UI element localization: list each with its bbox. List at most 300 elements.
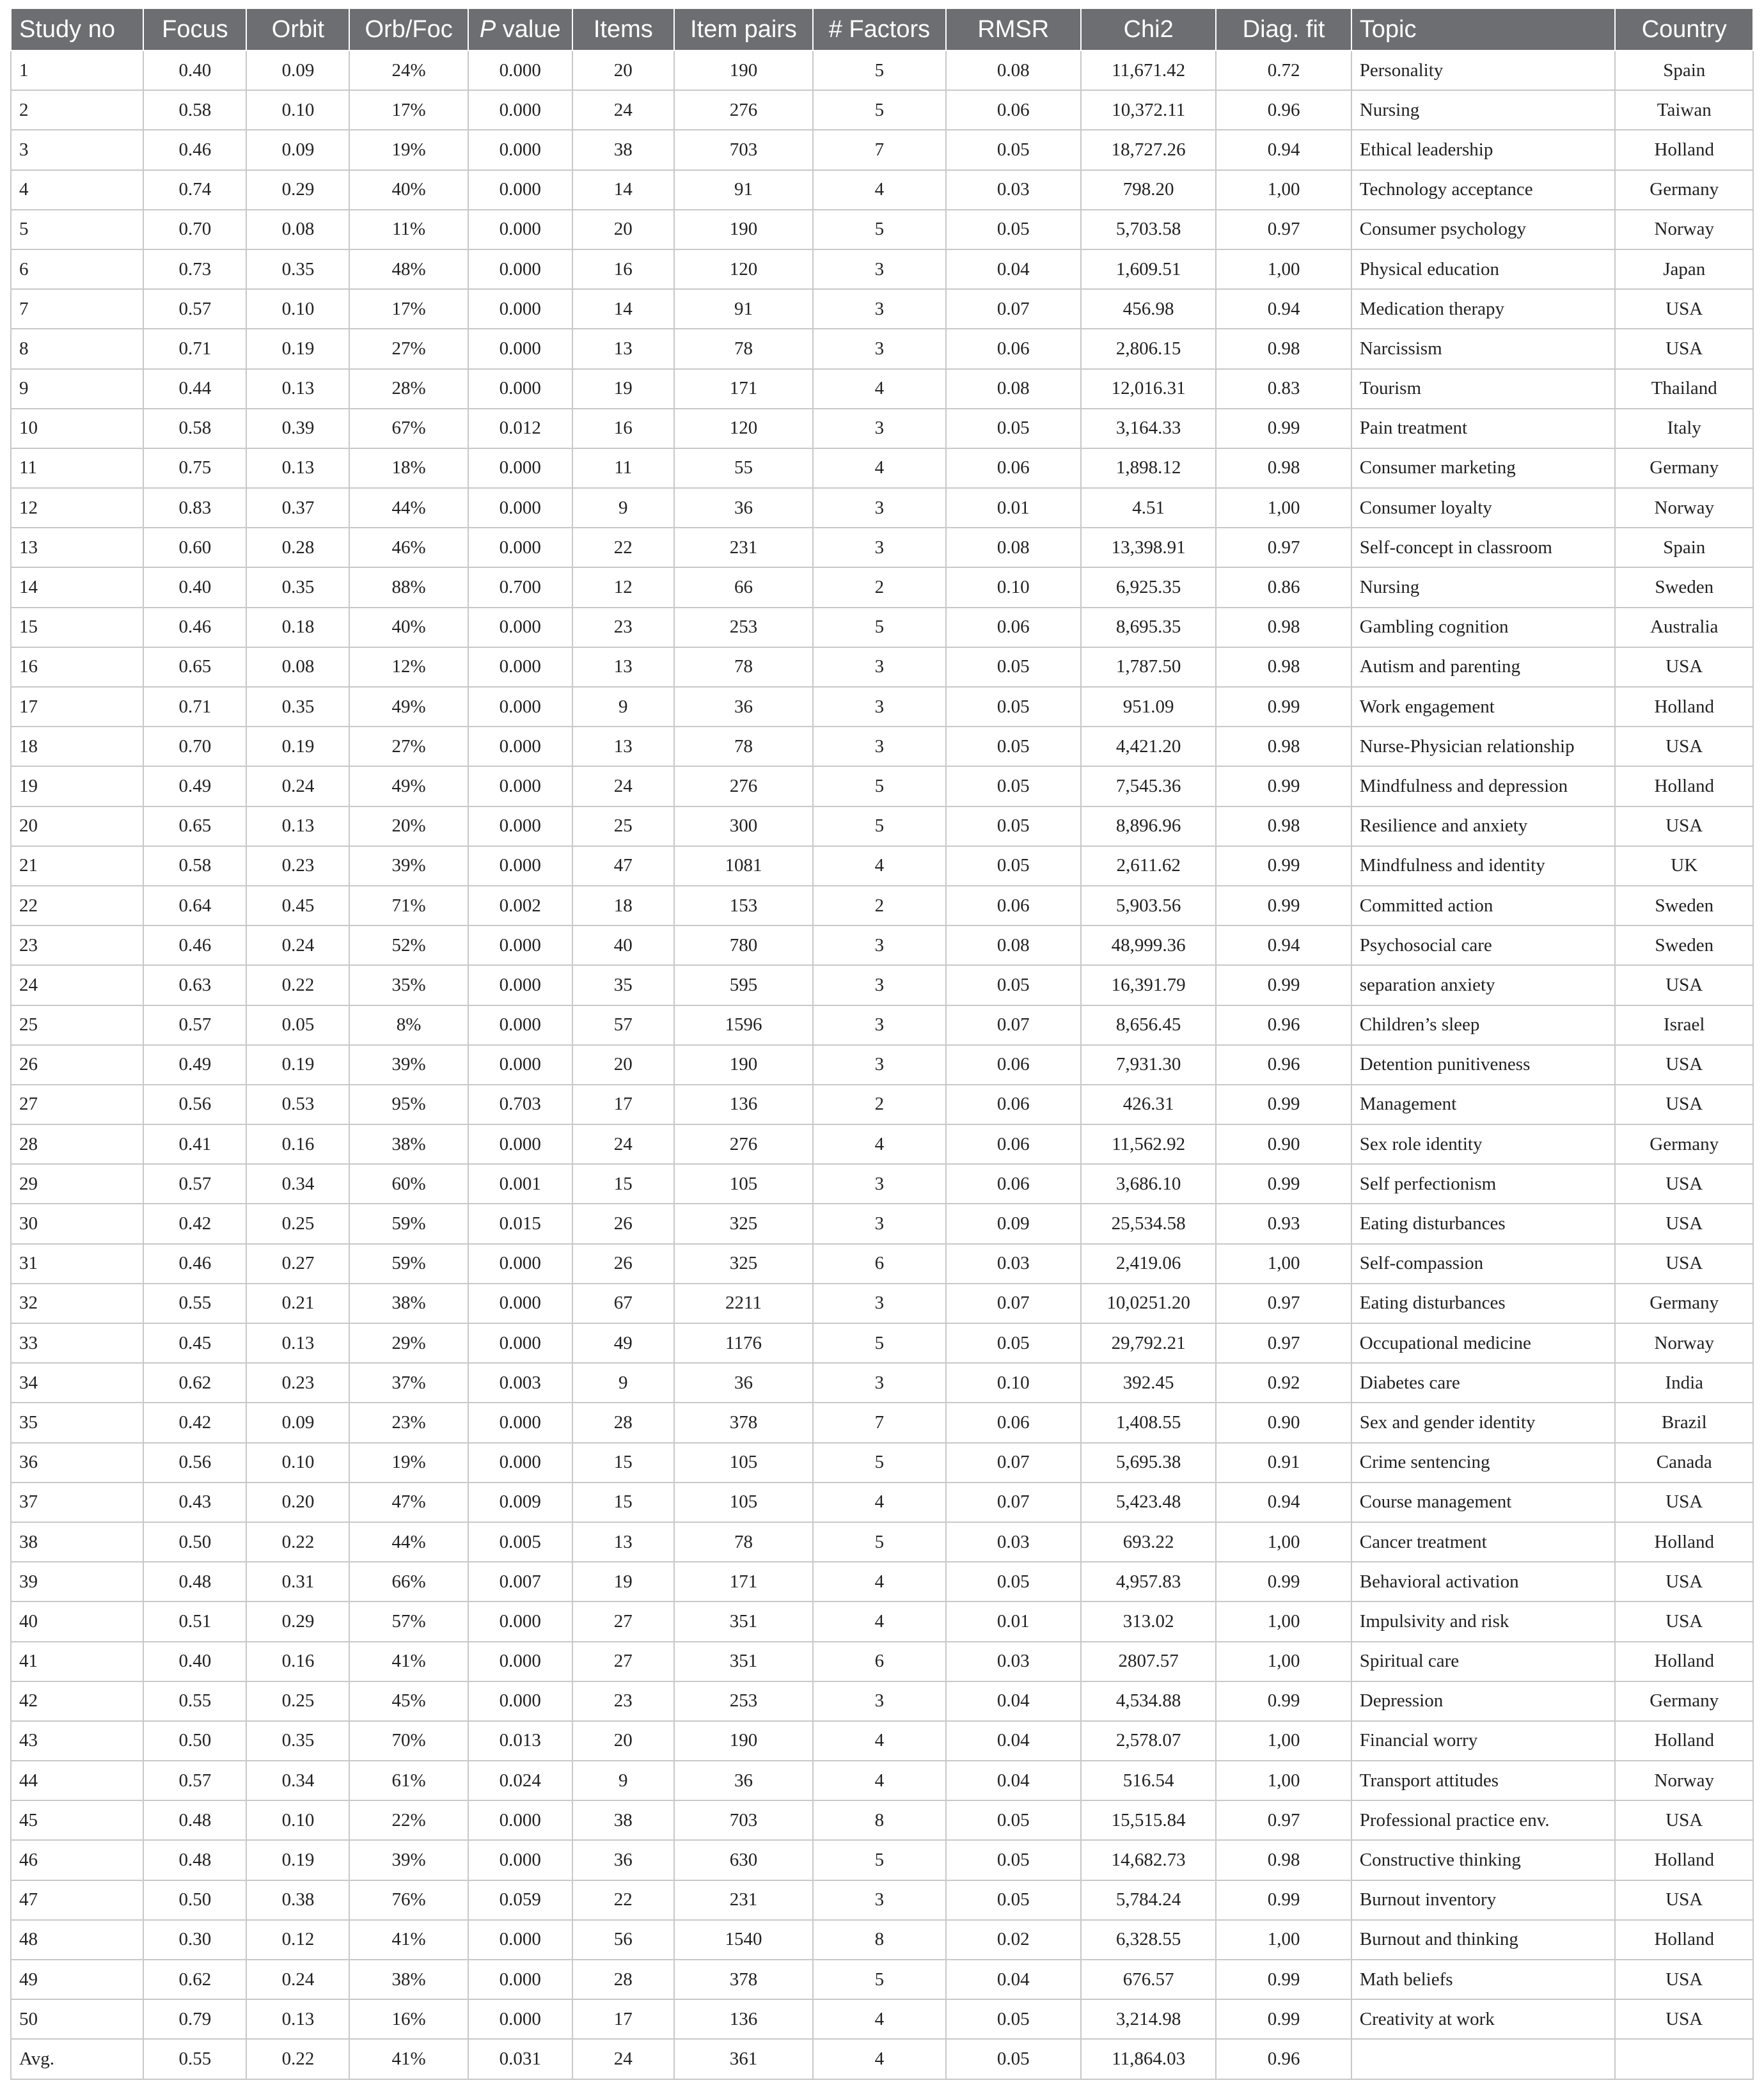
cell-orb-foc: 47%: [349, 1483, 468, 1522]
cell-orb-foc: 38%: [349, 1124, 468, 1164]
cell-factors: 3: [813, 329, 945, 368]
cell-rmsr: 0.07: [946, 1483, 1081, 1522]
cell-diag-fit: 1,00: [1216, 1601, 1351, 1641]
cell-orb-foc: 39%: [349, 1840, 468, 1880]
cell-factors: 3: [813, 1880, 945, 1920]
header-study-no: Study no: [11, 8, 143, 51]
cell-diag-fit: 0.99: [1216, 1960, 1351, 1999]
cell-orbit: 0.13: [246, 1323, 349, 1363]
cell-focus: 0.55: [143, 2039, 246, 2079]
cell-topic: Technology acceptance: [1351, 170, 1616, 210]
cell-diag-fit: 0.90: [1216, 1124, 1351, 1164]
cell-diag-fit: 0.99: [1216, 766, 1351, 806]
cell-factors: 7: [813, 130, 945, 169]
cell-orb-foc: 40%: [349, 608, 468, 647]
cell-factors: 3: [813, 647, 945, 687]
cell-factors: 4: [813, 1761, 945, 1800]
cell-orb-foc: 24%: [349, 51, 468, 90]
cell-chi2: 16,391.79: [1081, 965, 1216, 1005]
cell-orbit: 0.35: [246, 687, 349, 727]
cell-focus: 0.57: [143, 289, 246, 329]
cell-topic: Sex and gender identity: [1351, 1403, 1616, 1442]
cell-focus: 0.75: [143, 448, 246, 488]
cell-p-value: 0.000: [468, 965, 572, 1005]
cell-items: 12: [572, 567, 674, 607]
cell-study-no: 37: [11, 1483, 143, 1522]
cell-country: Israel: [1615, 1005, 1753, 1045]
cell-study-no: 41: [11, 1642, 143, 1681]
cell-factors: 2: [813, 567, 945, 607]
cell-topic: Psychosocial care: [1351, 925, 1616, 965]
cell-item-pairs: 120: [674, 249, 813, 289]
cell-orb-foc: 57%: [349, 1601, 468, 1641]
cell-factors: 4: [813, 1483, 945, 1522]
cell-factors: 6: [813, 1244, 945, 1284]
cell-chi2: 5,903.56: [1081, 886, 1216, 925]
cell-focus: 0.73: [143, 249, 246, 289]
cell-orbit: 0.09: [246, 51, 349, 90]
cell-item-pairs: 276: [674, 766, 813, 806]
cell-rmsr: 0.05: [946, 846, 1081, 886]
cell-item-pairs: 325: [674, 1204, 813, 1243]
cell-focus: 0.46: [143, 608, 246, 647]
cell-p-value: 0.000: [468, 925, 572, 965]
cell-country: Norway: [1615, 1761, 1753, 1800]
cell-p-value: 0.000: [468, 90, 572, 130]
cell-orb-foc: 95%: [349, 1085, 468, 1124]
cell-orbit: 0.24: [246, 1960, 349, 1999]
table-header: [11, 8, 1753, 51]
cell-diag-fit: 1,00: [1216, 1721, 1351, 1761]
cell-rmsr: 0.07: [946, 1284, 1081, 1323]
cell-chi2: 8,656.45: [1081, 1005, 1216, 1045]
cell-topic: Consumer psychology: [1351, 210, 1616, 249]
cell-p-value: 0.000: [468, 1840, 572, 1880]
cell-items: 26: [572, 1204, 674, 1243]
cell-chi2: 4,957.83: [1081, 1562, 1216, 1601]
cell-study-no: 7: [11, 289, 143, 329]
cell-item-pairs: 361: [674, 2039, 813, 2079]
cell-items: 15: [572, 1443, 674, 1483]
cell-focus: 0.48: [143, 1800, 246, 1840]
table-container: [10, 8, 1754, 2080]
table-row: [11, 1761, 1753, 1800]
cell-orbit: 0.31: [246, 1562, 349, 1601]
cell-orbit: 0.34: [246, 1164, 349, 1204]
cell-item-pairs: 91: [674, 289, 813, 329]
cell-chi2: 4,534.88: [1081, 1681, 1216, 1721]
cell-focus: 0.51: [143, 1601, 246, 1641]
cell-focus: 0.65: [143, 647, 246, 687]
cell-diag-fit: 0.97: [1216, 528, 1351, 567]
cell-p-value: 0.703: [468, 1085, 572, 1124]
cell-diag-fit: 0.98: [1216, 647, 1351, 687]
table-row: [11, 1085, 1753, 1124]
cell-diag-fit: 1,00: [1216, 488, 1351, 528]
cell-items: 22: [572, 528, 674, 567]
table-row: [11, 886, 1753, 925]
cell-topic: Behavioral activation: [1351, 1562, 1616, 1601]
cell-country: Norway: [1615, 488, 1753, 528]
cell-country: Holland: [1615, 1642, 1753, 1681]
cell-study-no: 13: [11, 528, 143, 567]
cell-study-no: 18: [11, 727, 143, 766]
cell-factors: 3: [813, 1005, 945, 1045]
header-focus: Focus: [143, 8, 246, 51]
cell-item-pairs: 78: [674, 727, 813, 766]
cell-items: 17: [572, 1085, 674, 1124]
cell-p-value: 0.007: [468, 1562, 572, 1601]
cell-country: [1615, 2039, 1753, 2079]
cell-items: 47: [572, 846, 674, 886]
cell-country: Norway: [1615, 210, 1753, 249]
cell-study-no: 26: [11, 1045, 143, 1085]
cell-orb-foc: 44%: [349, 488, 468, 528]
cell-factors: 4: [813, 1601, 945, 1641]
cell-rmsr: 0.04: [946, 1761, 1081, 1800]
cell-diag-fit: 0.98: [1216, 448, 1351, 488]
cell-topic: Professional practice env.: [1351, 1800, 1616, 1840]
cell-diag-fit: 0.99: [1216, 409, 1351, 448]
cell-p-value: 0.009: [468, 1483, 572, 1522]
cell-orb-foc: 16%: [349, 1999, 468, 2039]
cell-orbit: 0.18: [246, 608, 349, 647]
cell-orbit: 0.20: [246, 1483, 349, 1522]
cell-diag-fit: 1,00: [1216, 1642, 1351, 1681]
cell-orbit: 0.19: [246, 727, 349, 766]
cell-items: 11: [572, 448, 674, 488]
cell-diag-fit: 0.96: [1216, 90, 1351, 130]
cell-chi2: 3,686.10: [1081, 1164, 1216, 1204]
cell-orb-foc: 46%: [349, 528, 468, 567]
cell-factors: 5: [813, 1960, 945, 1999]
cell-orbit: 0.39: [246, 409, 349, 448]
cell-p-value: 0.000: [468, 1443, 572, 1483]
cell-p-value: 0.000: [468, 488, 572, 528]
cell-factors: 8: [813, 1920, 945, 1960]
cell-rmsr: 0.05: [946, 727, 1081, 766]
cell-rmsr: 0.02: [946, 1920, 1081, 1960]
cell-focus: 0.64: [143, 886, 246, 925]
cell-p-value: 0.012: [468, 409, 572, 448]
cell-p-value: 0.000: [468, 1124, 572, 1164]
cell-country: USA: [1615, 1085, 1753, 1124]
cell-focus: 0.62: [143, 1960, 246, 1999]
header-chi2: Chi2: [1081, 8, 1216, 51]
cell-chi2: 516.54: [1081, 1761, 1216, 1800]
table-row: [11, 1363, 1753, 1403]
cell-p-value: 0.000: [468, 528, 572, 567]
cell-rmsr: 0.07: [946, 1005, 1081, 1045]
table-row: [11, 1920, 1753, 1960]
cell-items: 19: [572, 369, 674, 409]
cell-factors: 3: [813, 249, 945, 289]
cell-item-pairs: 253: [674, 1681, 813, 1721]
cell-rmsr: 0.05: [946, 965, 1081, 1005]
cell-country: Sweden: [1615, 567, 1753, 607]
cell-orb-foc: 44%: [349, 1522, 468, 1562]
cell-factors: 3: [813, 965, 945, 1005]
table-body: [11, 51, 1753, 2079]
cell-country: USA: [1615, 647, 1753, 687]
cell-item-pairs: 120: [674, 409, 813, 448]
cell-topic: Course management: [1351, 1483, 1616, 1522]
cell-orbit: 0.13: [246, 1999, 349, 2039]
cell-rmsr: 0.06: [946, 329, 1081, 368]
cell-rmsr: 0.05: [946, 687, 1081, 727]
cell-study-no: 22: [11, 886, 143, 925]
cell-factors: 8: [813, 1800, 945, 1840]
cell-focus: 0.62: [143, 1363, 246, 1403]
cell-factors: 5: [813, 90, 945, 130]
cell-factors: 2: [813, 1085, 945, 1124]
cell-chi2: 5,703.58: [1081, 210, 1216, 249]
cell-p-value: 0.000: [468, 249, 572, 289]
cell-item-pairs: 1081: [674, 846, 813, 886]
cell-p-value: 0.000: [468, 1642, 572, 1681]
cell-rmsr: 0.05: [946, 1880, 1081, 1920]
cell-rmsr: 0.05: [946, 1999, 1081, 2039]
cell-focus: 0.50: [143, 1522, 246, 1562]
cell-study-no: 47: [11, 1880, 143, 1920]
table-row: [11, 51, 1753, 90]
cell-chi2: 8,896.96: [1081, 806, 1216, 846]
cell-orb-foc: 59%: [349, 1204, 468, 1243]
cell-focus: 0.46: [143, 925, 246, 965]
cell-item-pairs: 780: [674, 925, 813, 965]
cell-items: 9: [572, 687, 674, 727]
cell-item-pairs: 55: [674, 448, 813, 488]
cell-orbit: 0.53: [246, 1085, 349, 1124]
cell-focus: 0.41: [143, 1124, 246, 1164]
table-row: [11, 1840, 1753, 1880]
cell-orb-foc: 20%: [349, 806, 468, 846]
cell-country: Germany: [1615, 448, 1753, 488]
table-row: [11, 1443, 1753, 1483]
cell-factors: 3: [813, 727, 945, 766]
cell-rmsr: 0.08: [946, 925, 1081, 965]
cell-topic: Crime sentencing: [1351, 1443, 1616, 1483]
cell-factors: 5: [813, 766, 945, 806]
cell-chi2: 7,931.30: [1081, 1045, 1216, 1085]
table-row: [11, 1960, 1753, 1999]
cell-items: 16: [572, 249, 674, 289]
cell-topic: Burnout and thinking: [1351, 1920, 1616, 1960]
cell-country: USA: [1615, 1244, 1753, 1284]
table-row: [11, 2039, 1753, 2079]
cell-chi2: 951.09: [1081, 687, 1216, 727]
cell-orbit: 0.22: [246, 2039, 349, 2079]
cell-p-value: 0.000: [468, 1800, 572, 1840]
cell-rmsr: 0.10: [946, 1363, 1081, 1403]
cell-chi2: 10,0251.20: [1081, 1284, 1216, 1323]
cell-orbit: 0.05: [246, 1005, 349, 1045]
cell-focus: 0.63: [143, 965, 246, 1005]
cell-chi2: 693.22: [1081, 1522, 1216, 1562]
cell-factors: 5: [813, 210, 945, 249]
table-row: [11, 1522, 1753, 1562]
header-items: Items: [572, 8, 674, 51]
cell-rmsr: 0.06: [946, 886, 1081, 925]
cell-orb-foc: 17%: [349, 90, 468, 130]
cell-country: Germany: [1615, 170, 1753, 210]
cell-focus: 0.65: [143, 806, 246, 846]
cell-topic: Creativity at work: [1351, 1999, 1616, 2039]
cell-orb-foc: 18%: [349, 448, 468, 488]
cell-item-pairs: 1596: [674, 1005, 813, 1045]
cell-country: Norway: [1615, 1323, 1753, 1363]
cell-study-no: 33: [11, 1323, 143, 1363]
cell-p-value: 0.000: [468, 329, 572, 368]
cell-orb-foc: 41%: [349, 2039, 468, 2079]
cell-orb-foc: 88%: [349, 567, 468, 607]
cell-country: Spain: [1615, 51, 1753, 90]
cell-factors: 3: [813, 925, 945, 965]
cell-factors: 5: [813, 1443, 945, 1483]
cell-chi2: 48,999.36: [1081, 925, 1216, 965]
cell-diag-fit: 0.72: [1216, 51, 1351, 90]
cell-rmsr: 0.06: [946, 1164, 1081, 1204]
cell-focus: 0.42: [143, 1204, 246, 1243]
cell-orb-foc: 19%: [349, 130, 468, 169]
cell-diag-fit: 1,00: [1216, 1522, 1351, 1562]
cell-factors: 4: [813, 846, 945, 886]
cell-items: 15: [572, 1164, 674, 1204]
cell-topic: Management: [1351, 1085, 1616, 1124]
table-row: [11, 1204, 1753, 1243]
cell-study-no: 39: [11, 1562, 143, 1601]
cell-orbit: 0.27: [246, 1244, 349, 1284]
cell-orb-foc: 41%: [349, 1920, 468, 1960]
cell-items: 20: [572, 1721, 674, 1761]
cell-orbit: 0.19: [246, 329, 349, 368]
cell-p-value: 0.000: [468, 647, 572, 687]
cell-country: Germany: [1615, 1124, 1753, 1164]
cell-study-no: Avg.: [11, 2039, 143, 2079]
cell-study-no: 50: [11, 1999, 143, 2039]
cell-rmsr: 0.09: [946, 1204, 1081, 1243]
cell-items: 35: [572, 965, 674, 1005]
cell-items: 26: [572, 1244, 674, 1284]
cell-item-pairs: 36: [674, 488, 813, 528]
cell-orbit: 0.23: [246, 846, 349, 886]
cell-diag-fit: 0.99: [1216, 1562, 1351, 1601]
cell-orb-foc: 67%: [349, 409, 468, 448]
cell-diag-fit: 0.99: [1216, 1085, 1351, 1124]
cell-orbit: 0.10: [246, 1800, 349, 1840]
cell-factors: 4: [813, 170, 945, 210]
cell-topic: Burnout inventory: [1351, 1880, 1616, 1920]
cell-p-value: 0.700: [468, 567, 572, 607]
cell-p-value: 0.000: [468, 608, 572, 647]
cell-country: USA: [1615, 1204, 1753, 1243]
cell-items: 15: [572, 1483, 674, 1522]
cell-item-pairs: 2211: [674, 1284, 813, 1323]
cell-topic: Ethical leadership: [1351, 130, 1616, 169]
cell-study-no: 46: [11, 1840, 143, 1880]
cell-orb-foc: 12%: [349, 647, 468, 687]
cell-orb-foc: 71%: [349, 886, 468, 925]
cell-chi2: 3,214.98: [1081, 1999, 1216, 2039]
cell-orb-foc: 17%: [349, 289, 468, 329]
table-row: [11, 409, 1753, 448]
cell-item-pairs: 78: [674, 1522, 813, 1562]
cell-country: Holland: [1615, 1840, 1753, 1880]
cell-country: Japan: [1615, 249, 1753, 289]
cell-p-value: 0.000: [468, 1323, 572, 1363]
table-row: [11, 1999, 1753, 2039]
cell-rmsr: 0.01: [946, 1601, 1081, 1641]
cell-study-no: 31: [11, 1244, 143, 1284]
cell-focus: 0.40: [143, 1642, 246, 1681]
cell-study-no: 48: [11, 1920, 143, 1960]
cell-orb-foc: 11%: [349, 210, 468, 249]
cell-rmsr: 0.05: [946, 1800, 1081, 1840]
cell-rmsr: 0.08: [946, 51, 1081, 90]
cell-focus: 0.55: [143, 1284, 246, 1323]
cell-topic: Diabetes care: [1351, 1363, 1616, 1403]
cell-orbit: 0.13: [246, 448, 349, 488]
cell-orbit: 0.25: [246, 1681, 349, 1721]
cell-orb-foc: 76%: [349, 1880, 468, 1920]
cell-chi2: 8,695.35: [1081, 608, 1216, 647]
cell-items: 19: [572, 1562, 674, 1601]
cell-factors: 5: [813, 806, 945, 846]
cell-orbit: 0.10: [246, 289, 349, 329]
cell-orb-foc: 49%: [349, 687, 468, 727]
cell-p-value: 0.000: [468, 1960, 572, 1999]
cell-chi2: 25,534.58: [1081, 1204, 1216, 1243]
cell-factors: 5: [813, 51, 945, 90]
table-row: [11, 687, 1753, 727]
cell-focus: 0.40: [143, 51, 246, 90]
table-row: [11, 1800, 1753, 1840]
cell-focus: 0.70: [143, 727, 246, 766]
cell-factors: 4: [813, 1562, 945, 1601]
table-row: [11, 925, 1753, 965]
cell-p-value: 0.031: [468, 2039, 572, 2079]
cell-item-pairs: 78: [674, 647, 813, 687]
cell-item-pairs: 231: [674, 528, 813, 567]
cell-topic: Resilience and anxiety: [1351, 806, 1616, 846]
cell-item-pairs: 351: [674, 1601, 813, 1641]
cell-study-no: 2: [11, 90, 143, 130]
table-row: [11, 90, 1753, 130]
cell-topic: [1351, 2039, 1616, 2079]
cell-study-no: 9: [11, 369, 143, 409]
cell-rmsr: 0.05: [946, 647, 1081, 687]
cell-focus: 0.42: [143, 1403, 246, 1442]
cell-rmsr: 0.04: [946, 1960, 1081, 1999]
cell-focus: 0.71: [143, 329, 246, 368]
cell-country: Holland: [1615, 1522, 1753, 1562]
cell-country: Holland: [1615, 687, 1753, 727]
cell-chi2: 1,609.51: [1081, 249, 1216, 289]
cell-orbit: 0.38: [246, 1880, 349, 1920]
cell-chi2: 7,545.36: [1081, 766, 1216, 806]
study-results-table: [10, 8, 1754, 2080]
cell-factors: 5: [813, 608, 945, 647]
cell-topic: Spiritual care: [1351, 1642, 1616, 1681]
header-topic: Topic: [1351, 8, 1616, 51]
cell-item-pairs: 153: [674, 886, 813, 925]
cell-chi2: 426.31: [1081, 1085, 1216, 1124]
cell-study-no: 24: [11, 965, 143, 1005]
cell-study-no: 28: [11, 1124, 143, 1164]
table-row: [11, 1483, 1753, 1522]
cell-chi2: 4.51: [1081, 488, 1216, 528]
table-row: [11, 528, 1753, 567]
